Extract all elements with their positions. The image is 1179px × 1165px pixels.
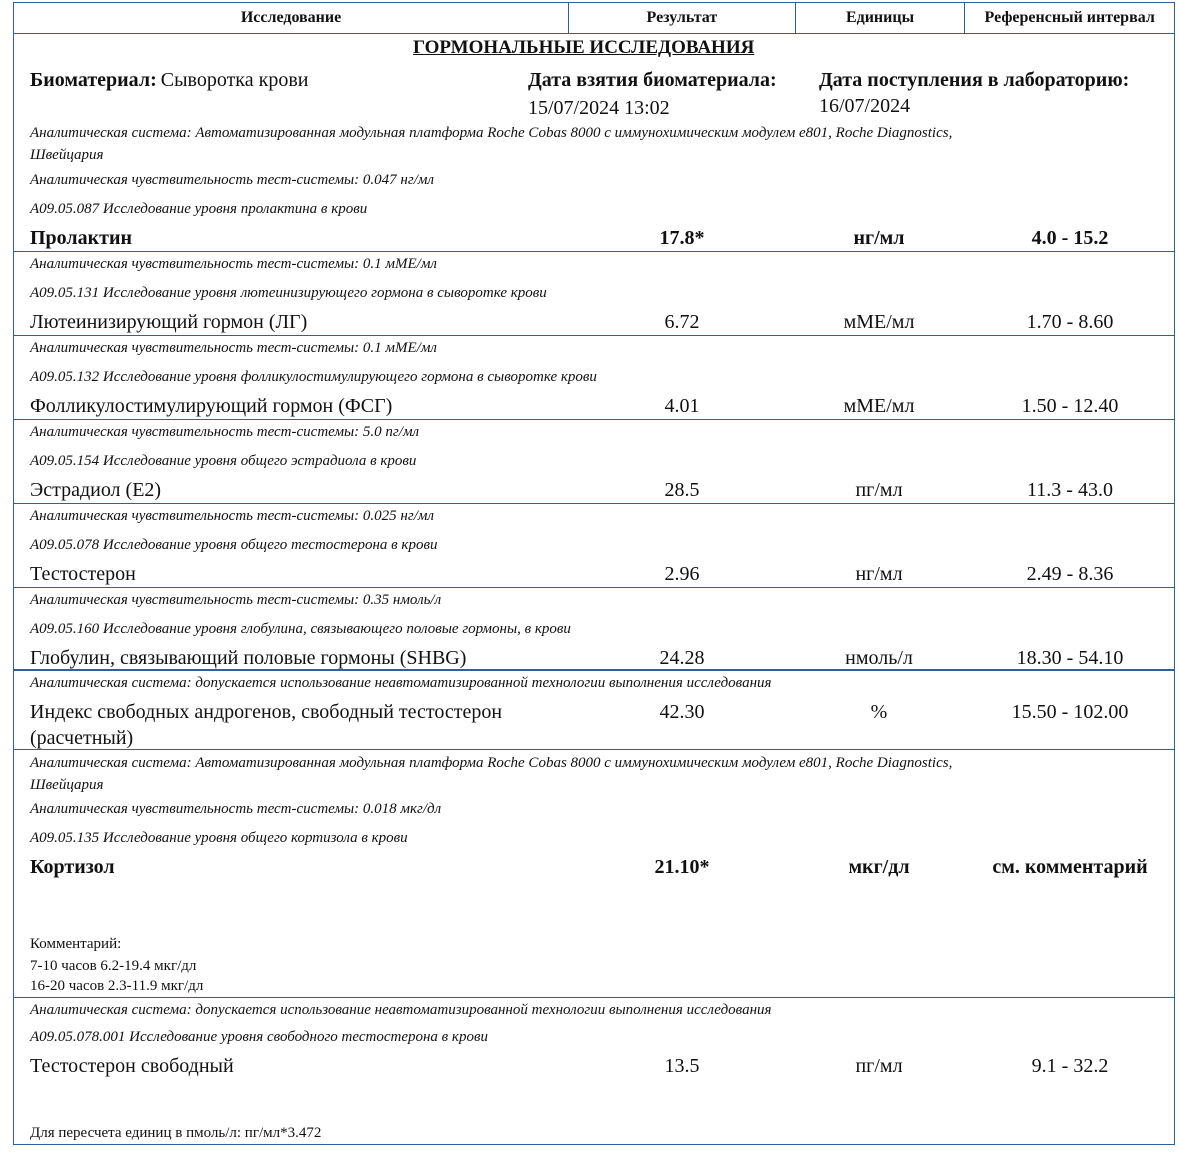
row-divider bbox=[13, 997, 1175, 998]
test-code-note: A09.05.135 Исследование уровня общего кортизола в крови bbox=[30, 830, 408, 846]
units-free-testosterone: пг/мл bbox=[855, 1055, 903, 1077]
biomaterial-label: Биоматериал: bbox=[30, 69, 157, 91]
analytical-system-note: Аналитическая система: Автоматизированная модульная платформа Roche Cobas 8000 с иммунохимическим модулем e801, Roche Diagnostics, bbox=[30, 755, 953, 771]
units-fai: % bbox=[870, 701, 888, 723]
test-code-note: A09.05.154 Исследование уровня общего эстрадиола в крови bbox=[30, 453, 417, 469]
units-shbg: нмоль/л bbox=[845, 647, 913, 669]
header-test: Исследование bbox=[14, 3, 569, 33]
header-reference: Референсный интервал bbox=[984, 9, 1155, 26]
units-testosterone: нг/мл bbox=[855, 563, 903, 585]
units-cortisol: мкг/дл bbox=[848, 856, 910, 878]
units-estradiol: пг/мл bbox=[855, 479, 903, 501]
test-name-estradiol: Эстрадиол (Е2) bbox=[30, 479, 162, 501]
result-free-testosterone: 13.5 bbox=[664, 1055, 700, 1077]
test-name-prolactin: Пролактин bbox=[30, 227, 133, 249]
received-label: Дата поступления в лабораторию: bbox=[819, 69, 1130, 91]
result-shbg: 24.28 bbox=[659, 647, 705, 669]
test-name-cortisol: Кортизол bbox=[30, 856, 115, 878]
test-code-note: A09.05.132 Исследование уровня фолликулостимулирующего гормона в сыворотке крови bbox=[30, 369, 597, 385]
result-fai: 42.30 bbox=[659, 701, 705, 723]
reference-estradiol: 11.3 - 43.0 bbox=[1027, 479, 1113, 501]
result-estradiol: 28.5 bbox=[664, 479, 700, 501]
test-name-fsh: Фолликулостимулирующий гормон (ФСГ) bbox=[30, 395, 393, 417]
test-code-note: A09.05.160 Исследование уровня глобулина, связывающего половые гормоны, в крови bbox=[30, 621, 571, 637]
footer-note: Для пересчета единиц в пмоль/л: пг/мл*3.472 bbox=[30, 1125, 322, 1141]
reference-lh: 1.70 - 8.60 bbox=[1026, 311, 1114, 333]
reference-free-testosterone: 9.1 - 32.2 bbox=[1031, 1055, 1109, 1077]
test-code-note: A09.05.078.001 Исследование уровня свободного тестостерона в крови bbox=[30, 1029, 488, 1045]
analytical-system-note: Аналитическая система: Автоматизированная модульная платформа Roche Cobas 8000 с иммунохимическим модулем e801, Roche Diagnostics, bbox=[30, 125, 953, 141]
test-code-note: A09.05.087 Исследование уровня пролактина в крови bbox=[30, 201, 368, 217]
result-testosterone: 2.96 bbox=[664, 563, 700, 585]
row-divider bbox=[13, 749, 1175, 750]
result-fsh: 4.01 bbox=[664, 395, 700, 417]
result-prolactin: 17.8* bbox=[659, 227, 705, 249]
result-lh: 6.72 bbox=[664, 311, 700, 333]
row-divider bbox=[13, 251, 1175, 252]
header-result: Результат bbox=[569, 3, 796, 33]
row-divider bbox=[13, 419, 1175, 420]
reference-shbg: 18.30 - 54.10 bbox=[1016, 647, 1124, 669]
comment-title: Комментарий: bbox=[30, 936, 122, 952]
reference-fai: 15.50 - 102.00 bbox=[1011, 701, 1129, 723]
table-header bbox=[13, 2, 1175, 34]
sensitivity-note: Аналитическая чувствительность тест-системы: 0.1 мМЕ/мл bbox=[30, 340, 437, 356]
comment-line: 16-20 часов 2.3-11.9 мкг/дл bbox=[30, 978, 204, 994]
sensitivity-note: Аналитическая чувствительность тест-системы: 0.018 мкг/дл bbox=[30, 801, 442, 817]
test-code-note: A09.05.131 Исследование уровня лютеинизирующего гормона в сыворотке крови bbox=[30, 285, 547, 301]
row-divider bbox=[13, 669, 1175, 671]
section-title: ГОРМОНАЛЬНЫЕ ИССЛЕДОВАНИЯ bbox=[413, 37, 755, 58]
units-prolactin: нг/мл bbox=[853, 227, 905, 249]
header-units: Единицы bbox=[796, 3, 966, 33]
received-date: 16/07/2024 bbox=[819, 95, 911, 117]
collected-label: Дата взятия биоматериала: bbox=[528, 69, 777, 91]
biomaterial-value: Сыворотка крови bbox=[160, 69, 309, 91]
biomaterial bbox=[30, 69, 308, 92]
test-name-fai: Индекс свободных андрогенов, свободный тестостерон bbox=[30, 701, 503, 723]
analytical-system-note-cont: Швейцария bbox=[30, 777, 104, 793]
test-name-free-testosterone: Тестостерон свободный bbox=[30, 1055, 234, 1077]
collected-date: 15/07/2024 13:02 bbox=[528, 97, 670, 119]
reference-testosterone: 2.49 - 8.36 bbox=[1026, 563, 1114, 585]
test-name-shbg: Глобулин, связывающий половые гормоны (SHBG) bbox=[30, 647, 467, 669]
sensitivity-note: Аналитическая чувствительность тест-системы: 0.1 мМЕ/мл bbox=[30, 256, 437, 272]
row-divider bbox=[13, 587, 1175, 588]
analytical-system-note: Аналитическая система: допускается использование неавтоматизированной технологии выполнения исследования bbox=[30, 675, 772, 691]
test-name-testosterone: Тестостерон bbox=[30, 563, 136, 585]
comment-line: 7-10 часов 6.2-19.4 мкг/дл bbox=[30, 958, 197, 974]
sensitivity-note: Аналитическая чувствительность тест-системы: 0.35 нмоль/л bbox=[30, 592, 442, 608]
sensitivity-note: Аналитическая чувствительность тест-системы: 0.025 нг/мл bbox=[30, 508, 434, 524]
result-cortisol: 21.10* bbox=[654, 856, 710, 878]
analytical-system-note-cont: Швейцария bbox=[30, 147, 104, 163]
row-divider bbox=[13, 503, 1175, 504]
reference-cortisol: см. комментарий bbox=[992, 856, 1148, 878]
test-code-note: A09.05.078 Исследование уровня общего тестостерона в крови bbox=[30, 537, 438, 553]
units-fsh: мМЕ/мл bbox=[843, 395, 915, 417]
row-divider bbox=[13, 335, 1175, 336]
sensitivity-note: Аналитическая чувствительность тест-системы: 5.0 пг/мл bbox=[30, 424, 420, 440]
units-lh: мМЕ/мл bbox=[843, 311, 915, 333]
sensitivity-note: Аналитическая чувствительность тест-системы: 0.047 нг/мл bbox=[30, 172, 434, 188]
reference-fsh: 1.50 - 12.40 bbox=[1021, 395, 1119, 417]
test-name-lh: Лютеинизирующий гормон (ЛГ) bbox=[30, 311, 308, 333]
test-name-fai-cont: (расчетный) bbox=[30, 727, 134, 749]
analytical-system-note: Аналитическая система: допускается использование неавтоматизированной технологии выполнения исследования bbox=[30, 1002, 772, 1018]
reference-prolactin: 4.0 - 15.2 bbox=[1031, 227, 1109, 249]
